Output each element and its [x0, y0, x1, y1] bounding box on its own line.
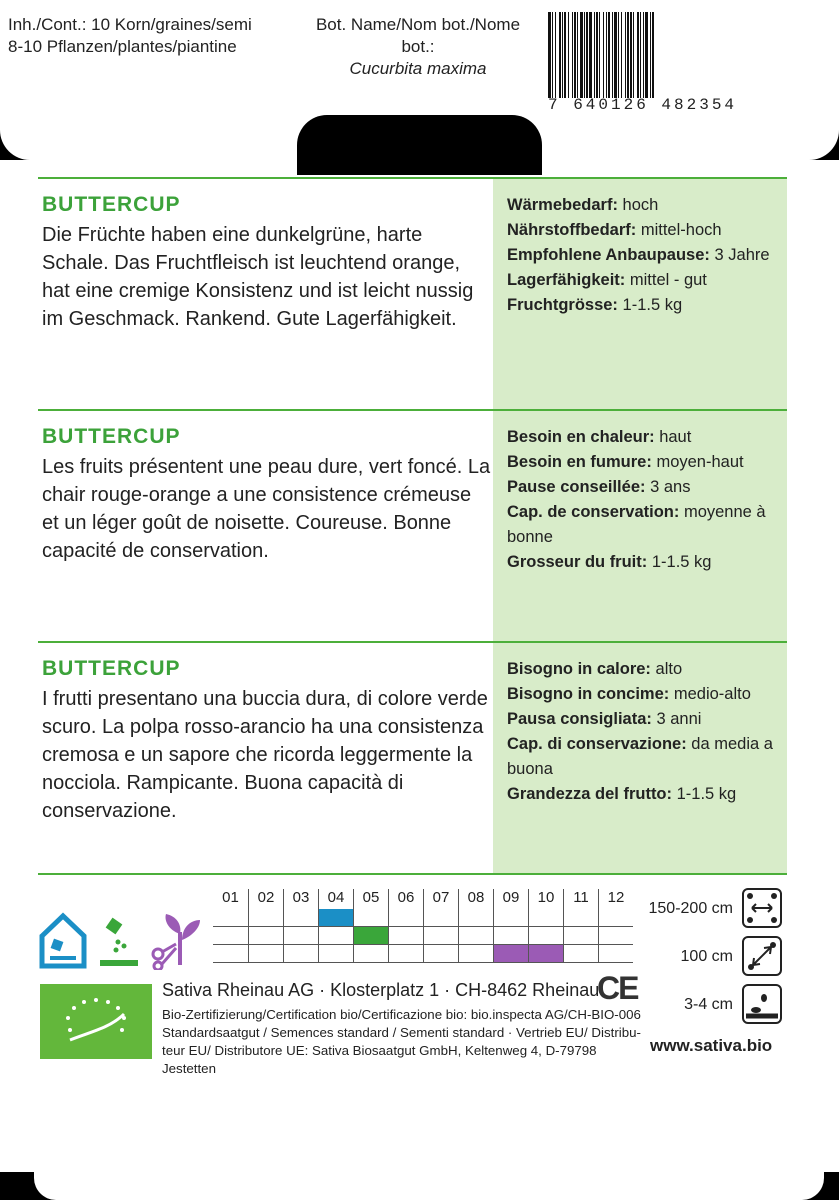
certification-text: Bio-Zertifizierung/Certification bio/Certificazione bio: bio.inspecta AG/CH-BIO-006 Standardsaatgut / Semences standard / Sementi standard · Vertrieb EU/ Distribu- teur EU/ Distributore UE: Sativa Biosaatgut GmbH, Keltenweg 4, D-79798 Jestetten	[162, 1007, 641, 1076]
variety-title: BUTTERCUP	[42, 425, 181, 448]
row-spacing-icon	[742, 888, 782, 928]
calendar-row-planting	[213, 927, 633, 945]
calendar-month: 02	[248, 889, 283, 909]
calendar-month: 11	[563, 889, 598, 909]
calendar-cell	[528, 909, 563, 926]
calendar-cell	[563, 945, 598, 962]
variety-description: Les fruits présentent une peau dure, vert foncé. La chair rouge-orange a une consistence crémeuse et un léger goût de noisette. Coureuse. Bonne capacité de conservation.	[42, 456, 491, 562]
calendar-cell	[528, 927, 563, 944]
calendar-month: 12	[598, 889, 633, 909]
calendar-month: 05	[353, 889, 388, 909]
plant-spacing-icon	[742, 936, 782, 976]
calendar-cell	[283, 927, 318, 944]
calendar-cell	[563, 927, 598, 944]
eu-organic-logo	[40, 984, 152, 1059]
direct-sowing-icon	[98, 916, 140, 975]
plant-spacing-label: 100 cm	[680, 948, 733, 965]
calendar-cell	[458, 909, 493, 926]
calendar-month: 10	[528, 889, 563, 909]
calendar-cell	[248, 945, 283, 962]
calendar-row-harvest	[213, 945, 633, 963]
property: Bisogno in concime: medio-alto	[507, 685, 751, 703]
calendar-cell	[388, 945, 423, 962]
section-italian	[38, 641, 787, 873]
calendar-cell	[598, 945, 633, 962]
calendar-cell	[563, 909, 598, 926]
property: Besoin en fumure: moyen-haut	[507, 453, 744, 471]
calendar-cell	[248, 927, 283, 944]
calendar-cell	[598, 927, 633, 944]
property: Empfohlene Anbaupause: 3 Jahre	[507, 246, 770, 264]
calendar-month: 04	[318, 889, 353, 909]
calendar-cell	[388, 909, 423, 926]
calendar-cell	[353, 909, 388, 926]
calendar-month: 06	[388, 889, 423, 909]
calendar-cell	[213, 945, 248, 962]
row-spacing-label: 150-200 cm	[648, 900, 733, 917]
calendar-months	[213, 889, 633, 909]
barcode-number: 7 640126 482354	[548, 96, 738, 114]
property: Pausa consigliata: 3 anni	[507, 710, 702, 728]
property: Lagerfähigkeit: mittel - gut	[507, 271, 707, 289]
section-german	[38, 177, 787, 409]
calendar-cell	[248, 909, 283, 926]
calendar-cell	[423, 945, 458, 962]
calendar-cell	[493, 945, 528, 962]
calendar-cell	[318, 927, 353, 944]
property: Pause conseillée: 3 ans	[507, 478, 691, 496]
section-divider	[38, 873, 787, 875]
calendar-cell	[318, 909, 353, 926]
botanical-name-block	[300, 14, 536, 80]
sowing-depth-label: 3-4 cm	[684, 996, 733, 1013]
section-french	[38, 409, 787, 641]
calendar-cell	[598, 909, 633, 926]
harvest-icon	[150, 910, 206, 975]
calendar-cell	[493, 909, 528, 926]
property: Bisogno in calore: alto	[507, 660, 683, 678]
calendar-cell	[458, 927, 493, 944]
cultivation-calendar	[213, 889, 633, 963]
property: Fruchtgrösse: 1-1.5 kg	[507, 296, 683, 314]
properties-panel	[493, 411, 787, 643]
calendar-cell	[528, 945, 563, 962]
properties-panel	[493, 179, 787, 411]
calendar-cell	[388, 927, 423, 944]
packet-bottom-edge	[34, 1172, 824, 1200]
calendar-cell	[213, 927, 248, 944]
hanger-hole	[297, 115, 542, 175]
calendar-month: 09	[493, 889, 528, 909]
property: Nährstoffbedarf: mittel-hoch	[507, 221, 722, 239]
calendar-cell	[283, 909, 318, 926]
property: Cap. de conservation: moyenne à bonne	[507, 503, 766, 546]
seed-count: Inh./Cont.: 10 Korn/graines/semi	[8, 15, 252, 34]
content-info	[8, 14, 252, 58]
calendar-cell	[318, 945, 353, 962]
greenhouse-sowing-icon	[38, 910, 88, 975]
calendar-row-sowing-indoor	[213, 909, 633, 927]
sowing-depth-icon	[742, 984, 782, 1024]
property: Besoin en chaleur: haut	[507, 428, 692, 446]
ce-mark: CE	[597, 970, 638, 1006]
botanical-name-label: Bot. Name/Nom bot./Nome bot.:	[315, 15, 521, 56]
properties-panel	[493, 643, 787, 875]
calendar-cell	[423, 909, 458, 926]
website-link[interactable]: www.sativa.bio	[650, 1036, 773, 1055]
variety-title: BUTTERCUP	[42, 193, 181, 216]
property: Cap. di conservazione: da media a buona	[507, 735, 773, 778]
calendar-cell	[213, 909, 248, 926]
botanical-name: Cucurbita maxima	[349, 59, 487, 78]
calendar-cell	[283, 945, 318, 962]
calendar-month: 08	[458, 889, 493, 909]
property: Wärmebedarf: hoch	[507, 196, 659, 214]
calendar-cell	[423, 927, 458, 944]
property: Grosseur du fruit: 1-1.5 kg	[507, 553, 712, 571]
calendar-cell	[353, 927, 388, 944]
variety-description: I frutti presentano una buccia dura, di colore verde scuro. La polpa rosso-arancio ha una consistenza cremosa e un sapore che ricorda leggermente la nocciola. Rampicante. Buona capacità di conservazione.	[42, 688, 488, 822]
barcode	[548, 12, 783, 98]
company-address: Sativa Rheinau AG · Klosterplatz 1 · CH-8462 Rheinau	[162, 980, 600, 1000]
calendar-cell	[353, 945, 388, 962]
calendar-month: 07	[423, 889, 458, 909]
calendar-month: 01	[222, 889, 239, 906]
variety-title: BUTTERCUP	[42, 657, 181, 680]
plant-count: 8-10 Pflanzen/plantes/piantine	[8, 37, 237, 56]
variety-description: Die Früchte haben eine dunkelgrüne, harte Schale. Das Fruchtfleisch ist leuchtend orange, hat eine cremige Konsistenz und ist leicht nussig im Geschmack. Rankend. Gute Lagerfähigkeit.	[42, 224, 474, 330]
calendar-month: 03	[283, 889, 318, 909]
calendar-cell	[493, 927, 528, 944]
property: Grandezza del frutto: 1-1.5 kg	[507, 785, 737, 803]
calendar-cell	[458, 945, 493, 962]
